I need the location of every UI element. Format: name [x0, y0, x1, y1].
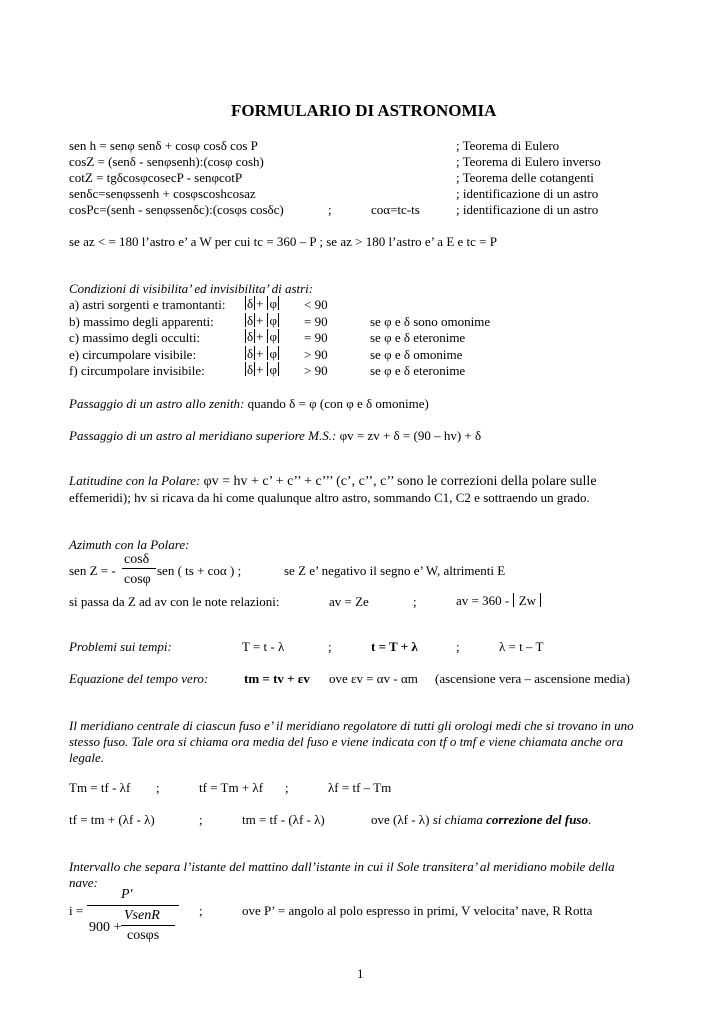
abs-expression: δ + φ	[247, 313, 277, 328]
separator: ;	[328, 639, 332, 654]
formula-identification-2: cosPc=(senh - senφssenδc):(cosφs cosδc)	[69, 202, 284, 217]
azimuth-pass-text: si passa da Z ad av con le note relazioni:	[69, 594, 280, 609]
separator: ;	[456, 639, 460, 654]
visibility-value: = 90	[304, 314, 328, 329]
polaris-latitude-line: Latitudine con la Polare: φv = hv + c’ + c’’ + c’’’ (c’, c’’, c’’ sono le correzioni della polare sulle	[69, 473, 597, 489]
times-label: Problemi sui tempi:	[69, 639, 172, 654]
zone-equation-5: tm = tf - (λf - λ)	[242, 812, 325, 827]
formula-euler: sen h = senφ senδ + cosφ cosδ cos P	[69, 138, 258, 153]
visibility-label: a) astri sorgenti e tramontanti:	[69, 297, 226, 312]
time-relation-3: λ = t – T	[499, 639, 544, 654]
true-time-ove: ove εv = αv - αm	[329, 671, 418, 686]
visibility-label: b) massimo degli apparenti:	[69, 314, 214, 329]
separator: ;	[413, 594, 417, 609]
interval-line-1: Intervallo che separa l’istante del mattino dall’istante in cui il Sole transitera’ al meridiano mobile della	[69, 859, 615, 874]
abs-expression: δ + φ	[247, 362, 277, 377]
interval-inner-denominator: cosφs	[127, 928, 160, 943]
true-time-equation: tm = tv + εv	[244, 671, 310, 686]
zone-correction-note: ove (λf - λ) si chiama correzione del fuso.	[371, 812, 592, 827]
interval-denominator-term: 900 +	[89, 920, 122, 935]
azimuth-denominator: cosφ	[124, 572, 151, 587]
interval-note: ove P’ = angolo al polo espresso in primi, V velocita’ nave, R Rotta	[242, 903, 593, 918]
true-time-label: Equazione del tempo vero:	[69, 671, 209, 686]
azimuth-relation-1: av = Ze	[329, 594, 369, 609]
interval-numerator: P'	[121, 887, 133, 902]
azimuth-lhs: sen Z = -	[69, 563, 116, 578]
interval-inner-numerator: VsenR	[124, 908, 160, 923]
zone-equation-2: tf = Tm + λf	[199, 780, 264, 795]
polaris-latitude-line-2: effemeridi); hv si ricava da hi come qualunque altro astro, sommando C1, C2 e sottraendo un grado.	[69, 490, 590, 505]
visibility-value: = 90	[304, 330, 328, 345]
abs-expression: δ + φ	[247, 346, 277, 361]
interval-lhs: i =	[69, 903, 84, 918]
separator: ;	[199, 812, 203, 827]
abs-expression: δ + φ	[247, 296, 277, 311]
formula-identification-1: senδc=senφssenh + cosφscoshcosaz	[69, 186, 256, 201]
zenith-line: Passaggio di un astro allo zenith: quando δ = φ (con φ e δ omonime)	[69, 396, 429, 411]
note-identification-1: ; identificazione di un astro	[456, 186, 599, 201]
page-number: 1	[357, 966, 364, 981]
formula-cotangent: cotZ = tgδcosφcosecP - senφcotP	[69, 170, 243, 185]
separator: ;	[285, 780, 289, 795]
zone-equation-3: λf = tf – Tm	[328, 780, 392, 795]
note-euler: ; Teorema di Eulero	[456, 138, 560, 153]
fraction-line	[87, 905, 179, 906]
visibility-value: > 90	[304, 363, 328, 378]
note-cotangent: ; Teorema delle cotangenti	[456, 170, 594, 185]
true-time-explanation: (ascensione vera – ascensione media)	[435, 671, 630, 686]
visibility-condition: se φ e δ eteronime	[370, 363, 466, 378]
fraction-line	[122, 568, 156, 569]
time-relation-1: T = t - λ	[242, 639, 285, 654]
separator: ;	[199, 903, 203, 918]
meridian-line: Passaggio di un astro al meridiano superiore M.S.: φv = zv + δ = (90 – hv) + δ	[69, 428, 482, 443]
formula-euler-inverse: cosZ = (senδ - senφsenh):(cosφ cosh)	[69, 154, 264, 169]
azimuth-relation-2: av = 360 - Zw	[456, 593, 542, 608]
azimuth-rhs: sen ( ts + coα ) ;	[157, 563, 242, 578]
separator: ;	[156, 780, 160, 795]
visibility-condition: se φ e δ omonime	[370, 347, 463, 362]
abs-expression: δ + φ	[247, 329, 277, 344]
visibility-label: f) circumpolare invisibile:	[69, 363, 205, 378]
note-euler-inverse: ; Teorema di Eulero inverso	[456, 154, 601, 169]
separator: ;	[328, 202, 332, 217]
zone-paragraph-line-2: stesso fuso. Tale ora si chiama ora media del fuso e viene indicata con tf o tmf e viene chiamata anche ora	[69, 734, 624, 749]
time-relation-2: t = T + λ	[371, 639, 418, 654]
page-title: FORMULARIO DI ASTRONOMIA	[231, 101, 497, 120]
formula-coalpha: coα=tc-ts	[371, 202, 420, 217]
azimuth-heading: Azimuth con la Polare:	[69, 537, 190, 552]
note-identification-2: ; identificazione di un astro	[456, 202, 599, 217]
zone-paragraph-line-1: Il meridiano centrale di ciascun fuso e’ il meridiano regolatore di tutti gli orologi medi che si trovano in uno	[69, 718, 634, 733]
azimuth-sign-note: se Z e’ negativo il segno e’ W, altrimenti E	[284, 563, 506, 578]
visibility-heading: Condizioni di visibilita’ ed invisibilita’ di astri:	[69, 281, 314, 296]
azimuth-numerator: cosδ	[124, 552, 150, 567]
azimuth-rule: se az < = 180 l’astro e’ a W per cui tc = 360 – P ; se az > 180 l’astro e’ a E e tc = P	[69, 234, 497, 249]
zone-paragraph-line-3: legale.	[69, 750, 105, 765]
visibility-condition: se φ e δ sono omonime	[370, 314, 491, 329]
fraction-line	[121, 925, 175, 926]
zone-equation-1: Tm = tf - λf	[69, 780, 131, 795]
interval-line-2: nave:	[69, 875, 98, 890]
visibility-label: c) massimo degli occulti:	[69, 330, 201, 345]
visibility-condition: se φ e δ eteronime	[370, 330, 466, 345]
visibility-value: < 90	[304, 297, 328, 312]
visibility-value: > 90	[304, 347, 328, 362]
visibility-label: e) circumpolare visibile:	[69, 347, 197, 362]
zone-equation-4: tf = tm + (λf - λ)	[69, 812, 155, 827]
